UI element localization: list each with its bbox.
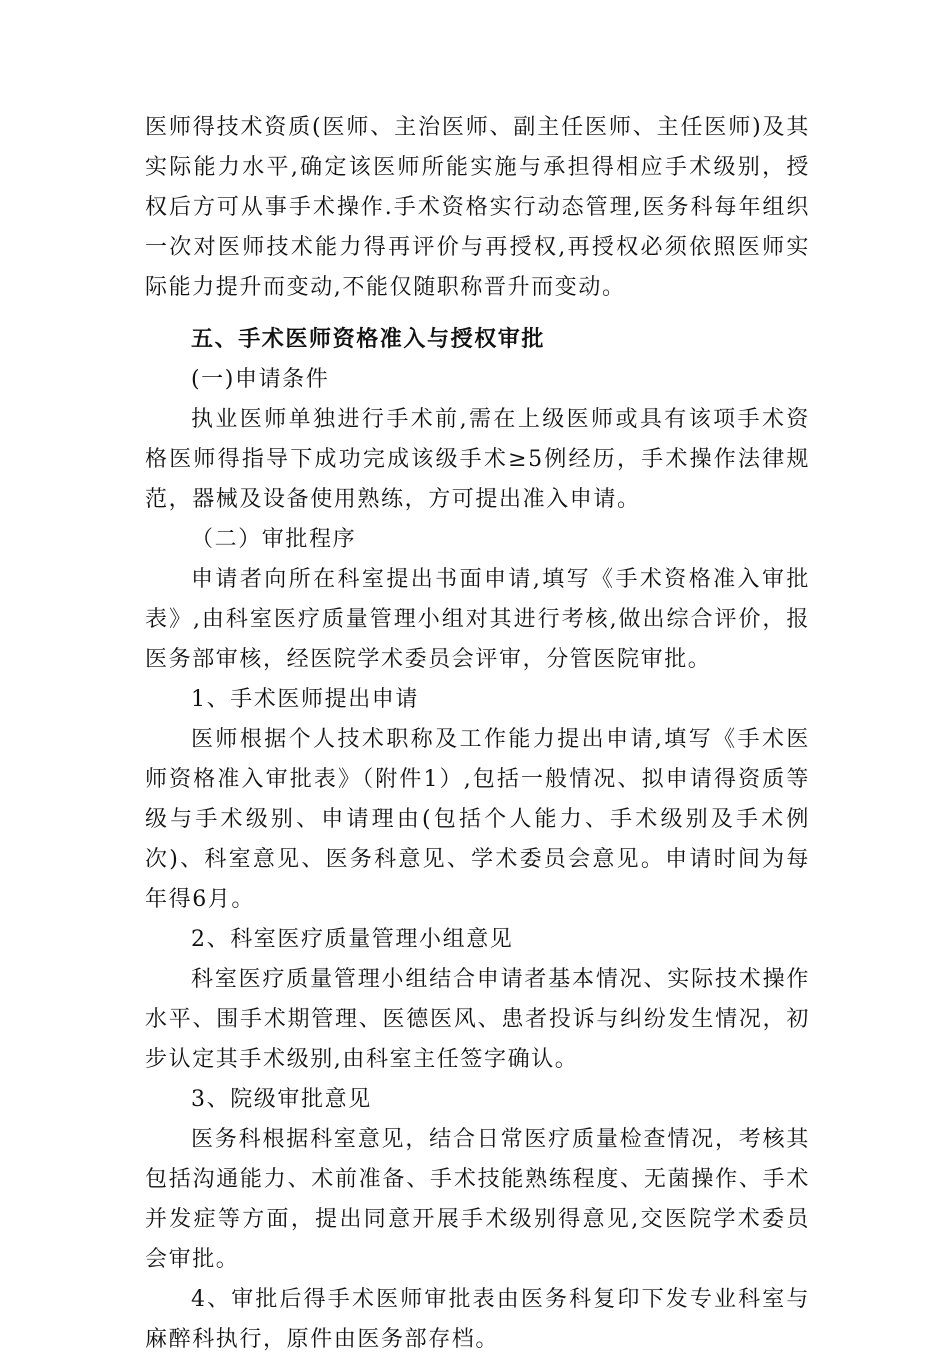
item-3-paragraph: 医务科根据科室意见，结合日常医疗质量检查情况，考核其包括沟通能力、术前准备、手术技能熟练程度、无菌操作、手术并发症等方面，提出同意开展手术级别得意见,交医院学术委员会审批。 bbox=[145, 1127, 810, 1272]
item-1-heading: 1、手术医师提出申请 bbox=[191, 687, 419, 712]
item-3-heading: 3、院级审批意见 bbox=[191, 1087, 372, 1112]
subsection-approval-procedure: （二）审批程序 bbox=[191, 527, 357, 552]
paragraph-application-conditions: 执业医师单独进行手术前,需在上级医师或具有该项手术资格医师得指导下成功完成该级手术≥5例经历，手术操作法律规范，器械及设备使用熟练，方可提出准入申请。 bbox=[145, 407, 810, 512]
paragraph-approval-procedure: 申请者向所在科室提出书面申请,填写《手术资格准入审批表》,由科室医疗质量管理小组对其进行考核,做出综合评价，报医务部审核，经医院学术委员会评审，分管医院审批。 bbox=[145, 567, 810, 672]
item-2-heading: 2、科室医疗质量管理小组意见 bbox=[191, 927, 514, 952]
item-2-paragraph: 科室医疗质量管理小组结合申请者基本情况、实际技术操作水平、围手术期管理、医德医风、患者投诉与纠纷发生情况，初步认定其手术级别,由科室主任签字确认。 bbox=[145, 967, 810, 1072]
item-1-paragraph: 医师根据个人技术职称及工作能力提出申请,填写《手术医师资格准入审批表》（附件1）,包括一般情况、拟申请得资质等级与手术级别、申请理由(包括个人能力、手术级别及手术例次)、科室意见、医务科意见、学术委员会意见。申请时间为每年得6月。 bbox=[145, 727, 810, 912]
section-heading-5: 五、手术医师资格准入与授权审批 bbox=[191, 327, 546, 352]
item-4-paragraph: 4、审批后得手术医师审批表由医务科复印下发专业科室与麻醉科执行，原件由医务部存档。 bbox=[145, 1287, 810, 1352]
subsection-application-conditions: (一)申请条件 bbox=[191, 367, 330, 392]
paragraph-continued: 医师得技术资质(医师、主治医师、副主任医师、主任医师)及其实际能力水平,确定该医师所能实施与承担得相应手术级别，授权后方可从事手术操作.手术资格实行动态管理,医务科每年组织一次对医师技术能力得再评价与再授权,再授权必须依照医师实际能力提升而变动,不能仅随职称晋升而变动。 bbox=[145, 115, 810, 300]
document-body bbox=[145, 108, 810, 1360]
